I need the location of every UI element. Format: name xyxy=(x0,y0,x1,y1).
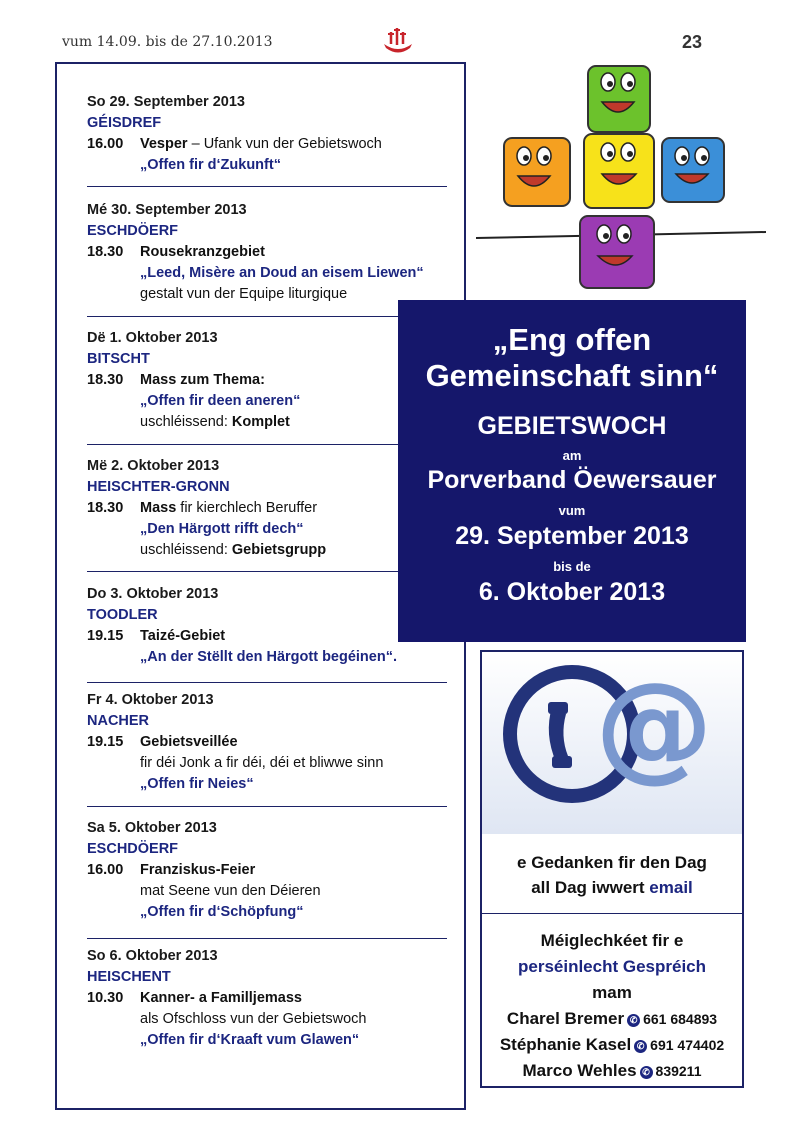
event-place: ESCHDÖERF xyxy=(87,841,179,857)
banner-bis: bis de xyxy=(553,559,591,574)
email-label: email xyxy=(649,878,693,897)
event-place: HEISCHTER-GRONN xyxy=(87,479,230,495)
contact-person: Stéphanie Kasel ✆ 691 474402 xyxy=(499,1035,725,1054)
event-title: Taizé-Gebiet xyxy=(140,628,226,644)
event-time: 19.15 xyxy=(87,628,124,644)
event-title: Rousekranzgebiet xyxy=(140,244,265,260)
event-entry xyxy=(87,946,457,1051)
banner-org: Porverband Öewersauer xyxy=(427,466,717,494)
banner-vum: vum xyxy=(558,503,586,518)
event-divider xyxy=(87,316,447,317)
event-time: 18.30 xyxy=(87,500,124,516)
event-divider xyxy=(87,682,447,683)
event-detail: als Ofschloss vun der Gebietswoch xyxy=(140,1011,367,1027)
svg-text:@: @ xyxy=(595,656,713,794)
event-entry xyxy=(87,200,457,305)
event-detail-bold: Komplet xyxy=(231,414,290,430)
event-detail: uschléissend: xyxy=(140,542,232,558)
event-title: Kanner- a Familljemass xyxy=(140,990,302,1006)
event-detail: fir déi Jonk a fir déi, déi et bliwwe sinn xyxy=(140,755,384,771)
event-date: Dë 1. Oktober 2013 xyxy=(87,330,218,346)
phone-email-icon xyxy=(482,652,742,834)
banner-end-date: 6. Oktober 2013 xyxy=(478,578,666,606)
event-divider xyxy=(87,444,447,445)
event-motto: „Offen fir d‘Schöpfung“ xyxy=(140,904,304,920)
event-motto: „Offen fir d‘Kraaft vum Glawen“ xyxy=(140,1032,360,1048)
event-place: HEISCHENT xyxy=(87,969,171,985)
event-divider xyxy=(87,571,447,572)
event-entry xyxy=(87,92,457,176)
event-detail: mat Seene vun den Déieren xyxy=(140,883,321,899)
event-time: 16.00 xyxy=(87,862,124,878)
daily-thought: e Gedanken fir den Dag all Dag iwwert email xyxy=(517,853,707,897)
phone-icon: ✆ xyxy=(640,1066,653,1079)
event-entry xyxy=(87,818,457,923)
event-time: 18.30 xyxy=(87,372,124,388)
event-divider xyxy=(87,806,447,807)
event-time: 18.30 xyxy=(87,244,124,260)
event-title: Vesper xyxy=(140,136,188,152)
puzzle-illustration-icon xyxy=(476,62,766,302)
contact-divider xyxy=(482,913,742,914)
phone-icon: ✆ xyxy=(634,1040,647,1053)
event-detail: gestalt vun der Equipe liturgique xyxy=(140,286,348,302)
event-title: Mass xyxy=(140,500,177,516)
event-place: NACHER xyxy=(87,713,150,729)
event-place: TOODLER xyxy=(87,607,158,623)
event-divider xyxy=(87,938,447,939)
page-number: 23 xyxy=(682,32,703,52)
event-motto: „Offen fir deen aneren“ xyxy=(140,393,301,409)
event-time: 19.15 xyxy=(87,734,124,750)
event-detail-bold: Gebietsgrupp xyxy=(231,542,327,558)
header-date-range: vum 14.09. bis de 27.10.2013 xyxy=(62,34,273,50)
contact-box xyxy=(480,650,744,1088)
banner-subtitle: GEBIETSWOCH xyxy=(477,412,667,440)
event-date: Mé 30. September 2013 xyxy=(87,202,247,218)
parish-logo-icon xyxy=(380,24,416,58)
event-motto: „An der Stëllt den Härgott begéinen“. xyxy=(140,649,397,665)
contact-person: Marco Wehles ✆ 839211 xyxy=(522,1061,702,1080)
event-motto: „Offen fir Neies“ xyxy=(140,776,254,792)
banner-title: „Eng offen Gemeinschaft sinn“ xyxy=(425,322,719,393)
event-date: So 6. Oktober 2013 xyxy=(87,948,218,964)
event-divider xyxy=(87,186,447,187)
event-title: Mass zum Thema: xyxy=(140,372,265,388)
event-place: ESCHDÖERF xyxy=(87,223,179,239)
event-date: Më 2. Oktober 2013 xyxy=(87,458,220,474)
event-detail: fir kierchlech Beruffer xyxy=(176,500,318,516)
event-detail: – Ufank vun der Gebietswoch xyxy=(187,136,382,152)
banner-am: am xyxy=(562,448,582,463)
event-date: Sa 5. Oktober 2013 xyxy=(87,820,217,836)
event-motto: „Offen fir d‘Zukunft“ xyxy=(140,157,281,173)
event-place: GÉISDREF xyxy=(87,115,162,131)
banner-start-date: 29. September 2013 xyxy=(455,522,689,550)
event-date: Do 3. Oktober 2013 xyxy=(87,586,219,602)
event-entry xyxy=(87,690,457,795)
contact-person: Charel Bremer ✆ 661 684893 xyxy=(506,1009,718,1028)
event-motto: „Leed, Misère an Doud an eisem Liewen“ xyxy=(140,265,424,281)
event-title: Gebietsveillée xyxy=(140,734,238,750)
event-time: 16.00 xyxy=(87,136,124,152)
personal-conversation: Méiglechkéet fir e perséinlecht Gespréich mam Charel Bremer ✆ 661 684893 Stéphanie Kasel ✆ 691 474402 Marco Wehles ✆ 839211 xyxy=(482,928,742,1084)
event-title: Franziskus-Feier xyxy=(140,862,256,878)
event-date: Fr 4. Oktober 2013 xyxy=(87,692,214,708)
event-date: So 29. September 2013 xyxy=(87,94,245,110)
event-detail: uschléissend: xyxy=(140,414,232,430)
event-motto: „Den Härgott rifft dech“ xyxy=(140,521,304,537)
event-place: BITSCHT xyxy=(87,351,150,367)
gebietswoch-banner xyxy=(398,300,746,642)
phone-icon: ✆ xyxy=(627,1014,640,1027)
event-time: 10.30 xyxy=(87,990,124,1006)
